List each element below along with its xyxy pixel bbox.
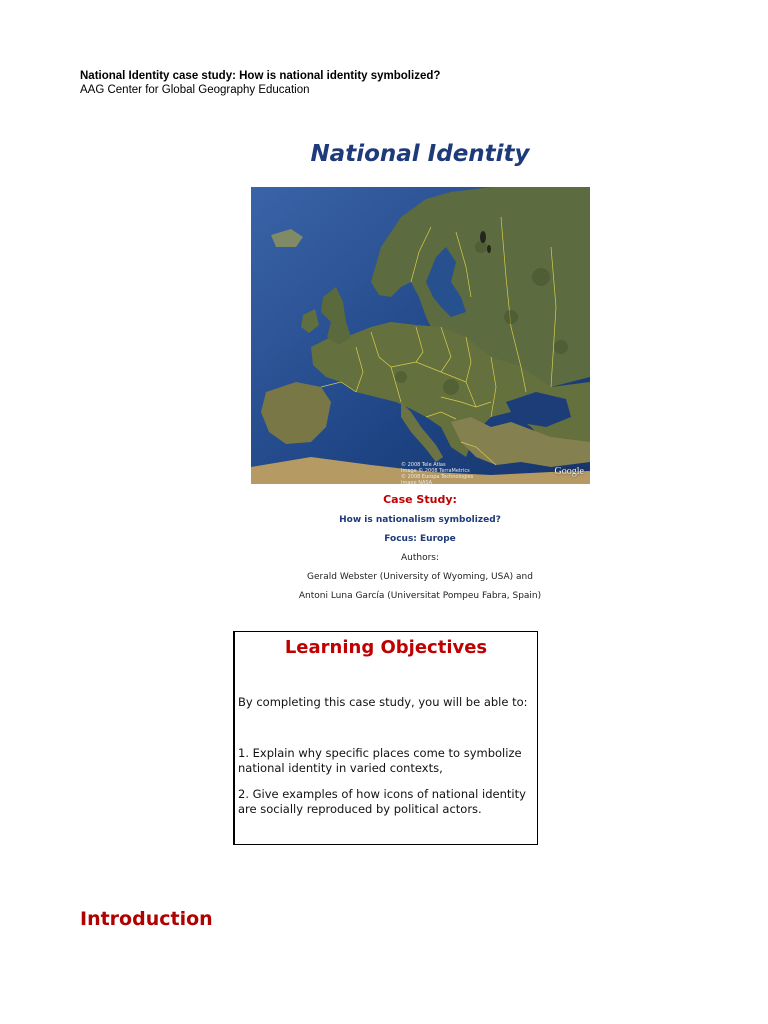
learning-objective-item: 2. Give examples of how icons of national identity are socially reproduced by political actors.	[238, 787, 526, 816]
map-attribution-line: Image NASA	[401, 480, 433, 484]
europe-map-graphic	[251, 187, 590, 484]
learning-objectives-intro: By completing this case study, you will be able to:	[238, 695, 528, 709]
learning-objectives-box	[233, 631, 538, 845]
case-study-label: Case Study:	[383, 493, 457, 506]
map-attribution-line: Image © 2008 TerraMetrics	[401, 468, 470, 474]
map-attribution	[401, 462, 473, 484]
learning-objectives-title: Learning Objectives	[284, 637, 488, 658]
learning-objective-item: 1. Explain why specific places come to symbolize national identity in varied contexts,	[238, 746, 522, 775]
map-attribution-line: © 2008 Europa Technologies	[401, 474, 474, 480]
case-study-question: How is nationalism symbolized?	[339, 515, 501, 525]
document-header-title: National Identity case study: How is national identity symbolized?	[80, 70, 441, 82]
authors-label: Authors:	[400, 553, 440, 563]
author-line: Gerald Webster (University of Wyoming, USA) and	[307, 572, 533, 582]
case-study-focus: Focus: Europe	[384, 534, 456, 544]
author-line: Antoni Luna García (Universitat Pompeu Fabra, Spain)	[298, 591, 542, 601]
europe-satellite-map	[251, 187, 590, 484]
cover-title: National Identity	[310, 141, 530, 167]
google-logo: Google	[554, 466, 584, 477]
introduction-heading: Introduction	[80, 908, 213, 930]
map-attribution-line: © 2008 Tele Atlas	[401, 462, 446, 468]
document-header-organization: AAG Center for Global Geography Education	[80, 84, 310, 96]
